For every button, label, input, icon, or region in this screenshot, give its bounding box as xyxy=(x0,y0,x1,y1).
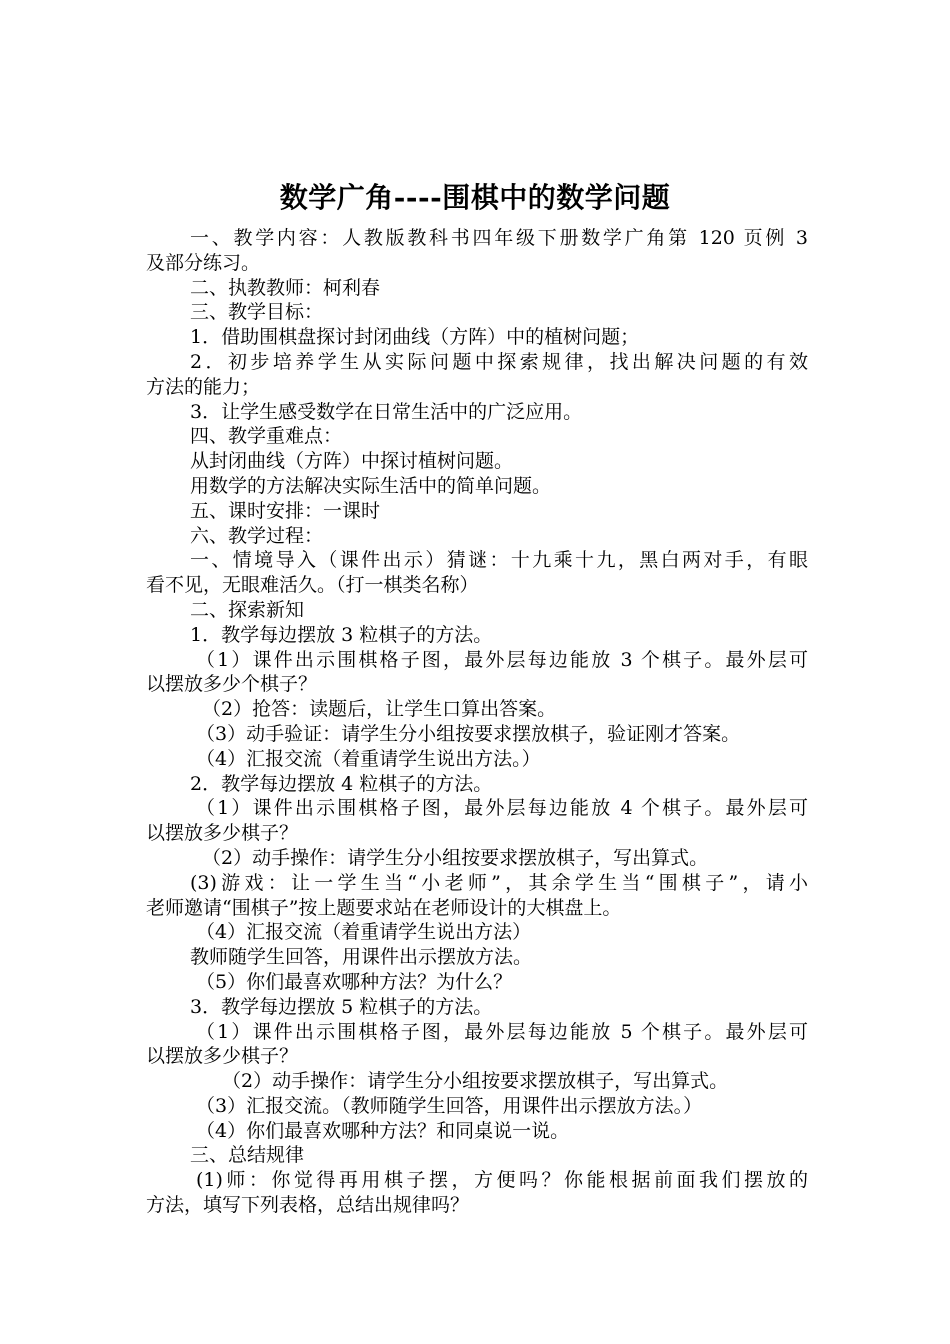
text-line: 一、教学内容：人教版教科书四年级下册数学广角第 120 页例 3 xyxy=(190,227,808,249)
text-line: 用数学的方法解决实际生活中的简单问题。 xyxy=(190,474,552,497)
text-line: （2）动手操作：请学生分小组按要求摆放棋子，写出算式。 xyxy=(202,846,709,869)
text-line: （4）你们最喜欢哪种方法？和同桌说一说。 xyxy=(196,1119,570,1142)
text-line: 2．教学每边摆放 4 粒棋子的方法。 xyxy=(190,772,493,795)
text-line: 五、课时安排：一课时 xyxy=(190,499,381,522)
document-body xyxy=(146,226,808,1218)
text-line: 方法的能力； xyxy=(146,375,261,398)
document-title: 数学广角----围棋中的数学问题 xyxy=(279,181,671,214)
text-line: 一、情境导入（课件出示）猜谜：十九乘十九，黑白两对手，有眼 xyxy=(190,549,808,572)
text-line: （2）动手操作：请学生分小组按要求摆放棋子，写出算式。 xyxy=(222,1070,729,1093)
text-line: 教师随学生回答，用课件出示摆放方法。 xyxy=(190,946,533,969)
text-line: 二、探索新知 xyxy=(190,598,305,621)
text-line: 1．借助围棋盘探讨封闭曲线（方阵）中的植树问题； xyxy=(190,326,640,349)
text-line: （4）汇报交流（着重请学生说出方法。） xyxy=(196,747,541,770)
text-line: （1）课件出示围棋格子图，最外层每边能放 3 个棋子。最外层可 xyxy=(196,648,808,671)
text-line: 3．教学每边摆放 5 粒棋子的方法。 xyxy=(190,995,493,1018)
text-line: 从封闭曲线（方阵）中探讨植树问题。 xyxy=(190,450,514,473)
text-line: （3）动手验证：请学生分小组按要求摆放棋子，验证刚才答案。 xyxy=(196,722,741,745)
text-line: 方法，填写下列表格，总结出规律吗？ xyxy=(146,1194,470,1217)
text-line: 以摆放多少个棋子？ xyxy=(146,673,318,696)
text-line: 以摆放多少棋子？ xyxy=(146,1045,299,1068)
text-line: 二、执教教师：柯利春 xyxy=(190,276,381,299)
text-line: (3)游戏：让一学生当“小老师”，其余学生当“围棋子”，请小 xyxy=(190,871,808,894)
text-line: （2）抢答：读题后，让学生口算出答案。 xyxy=(202,698,557,721)
text-line: （3）汇报交流。（教师随学生回答，用课件出示摆放方法。） xyxy=(196,1094,703,1117)
text-line: 四、教学重难点： xyxy=(190,425,343,448)
text-line: （4）汇报交流（着重请学生说出方法） xyxy=(196,921,532,944)
text-line: 看不见，无眼难活久。（打一棋类名称） xyxy=(146,574,479,597)
text-line: 三、总结规律 xyxy=(190,1144,305,1167)
text-line: (1)师：你觉得再用棋子摆，方便吗？你能根据前面我们摆放的 xyxy=(196,1169,808,1192)
text-line: 3．让学生感受数学在日常生活中的广泛应用。 xyxy=(190,400,583,423)
text-line: 以摆放多少棋子？ xyxy=(146,822,299,845)
text-line: （1）课件出示围棋格子图，最外层每边能放 4 个棋子。最外层可 xyxy=(196,797,808,820)
text-line: 1．教学每边摆放 3 粒棋子的方法。 xyxy=(190,623,493,646)
text-line: 六、教学过程： xyxy=(190,524,324,547)
text-line: 老师邀请“围棋子”按上题要求站在老师设计的大棋盘上。 xyxy=(146,896,622,919)
text-line: 三、教学目标： xyxy=(190,301,324,324)
text-line: 2．初步培养学生从实际问题中探索规律，找出解决问题的有效 xyxy=(190,350,808,373)
text-line: 及部分练习。 xyxy=(146,251,261,274)
text-line: （5）你们最喜欢哪种方法？为什么？ xyxy=(196,970,513,993)
text-line: （1）课件出示围棋格子图，最外层每边能放 5 个棋子。最外层可 xyxy=(196,1020,808,1043)
